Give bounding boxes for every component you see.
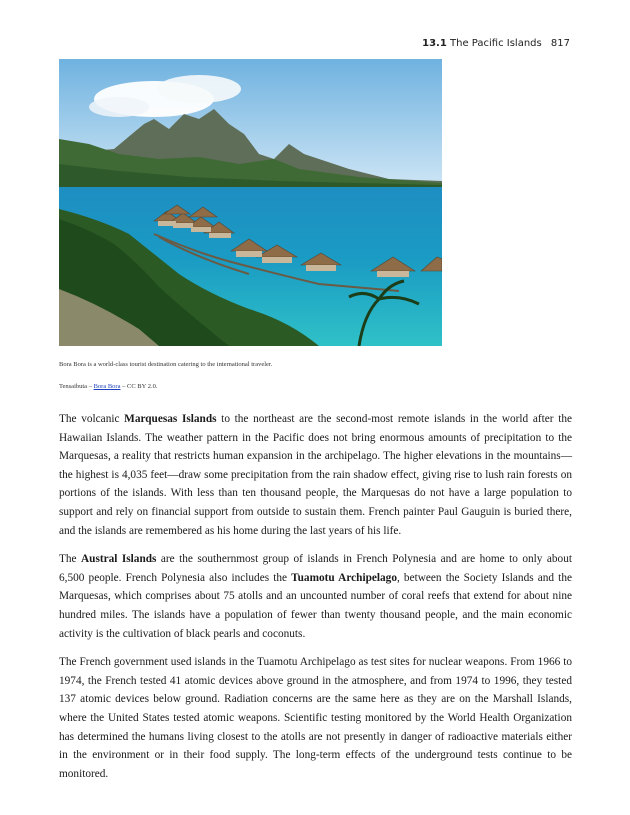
credit-author: Tensaibuta –	[59, 383, 94, 390]
section-title: The Pacific Islands	[450, 38, 542, 49]
text-run: to the northeast are the second-most remote islands in the world after the Hawaiian Islands. The weather pattern in the Pacific does not bring enormous amounts of precipitation to the Marquesas, a reality that restricts human expansion in the archipelago. The higher elevations in the mountains—the highest is 4,035 feet—draw some precipitation from the rain shadow effect, giving rise to lush rain forests on portions of the islands. With less than ten thousand people, the Marquesas do not have a large population to support and rely on financial support from outside to sustain them. French painter Paul Gauguin is buried there, and the islands are remembered as his home during the last years of his life.	[59, 413, 572, 537]
text-run: The volcanic	[59, 413, 125, 425]
text-run: are the southernmost group of islands in French Polynesia and are home to only about 6,500 people. French Polynesia also includes the	[59, 553, 572, 584]
key-term-tuamotu-archipelago: Tuamotu Archipelago	[291, 571, 397, 584]
figure-caption: Bora Bora is a world-class tourist destination catering to the international traveler.	[59, 361, 273, 368]
section-number: 13.1	[422, 38, 447, 49]
key-term-marquesas-islands: Marquesas Islands	[124, 413, 217, 425]
running-header	[422, 38, 570, 49]
key-term-austral-islands: Austral Islands	[81, 553, 157, 566]
paragraph-austral	[59, 550, 572, 643]
text-run: , between the Society Islands and the Marquesas, which comprises about 75 atolls and an uncounted number of coral reefs that extend for about nine hundred miles. The islands have a population of fewer than twenty thousand people, and the main economic activity is the cultivation of black pearls and coconuts.	[59, 571, 572, 640]
bora-bora-photo	[59, 59, 442, 346]
text-run: The	[59, 553, 82, 566]
paragraph-marquesas	[59, 410, 572, 540]
credit-link[interactable]: Bora Bora	[93, 383, 121, 390]
page-number: 817	[550, 38, 570, 49]
body-text	[59, 410, 572, 793]
credit-license: – CC BY 2.0.	[120, 383, 158, 390]
figure-credit	[59, 383, 157, 390]
paragraph-nuclear-testing: The French government used islands in the Tuamotu Archipelago as test sites for nuclear weapons. From 1966 to 1974, the French tested 41 atomic devices above ground in the atmosphere, and from 1974 to 1996, they tested 137 atomic devices below ground. Radiation concerns are the same here as they are on the Marshall Islands, where the United States tested atomic weapons. Scientific testing monitored by the World Health Organization has determined the humans living closest to the atolls are not presently in danger of radioactive materials either in the environment or in their food supply. The long-term effects of the underground tests continue to be monitored.	[59, 656, 572, 780]
